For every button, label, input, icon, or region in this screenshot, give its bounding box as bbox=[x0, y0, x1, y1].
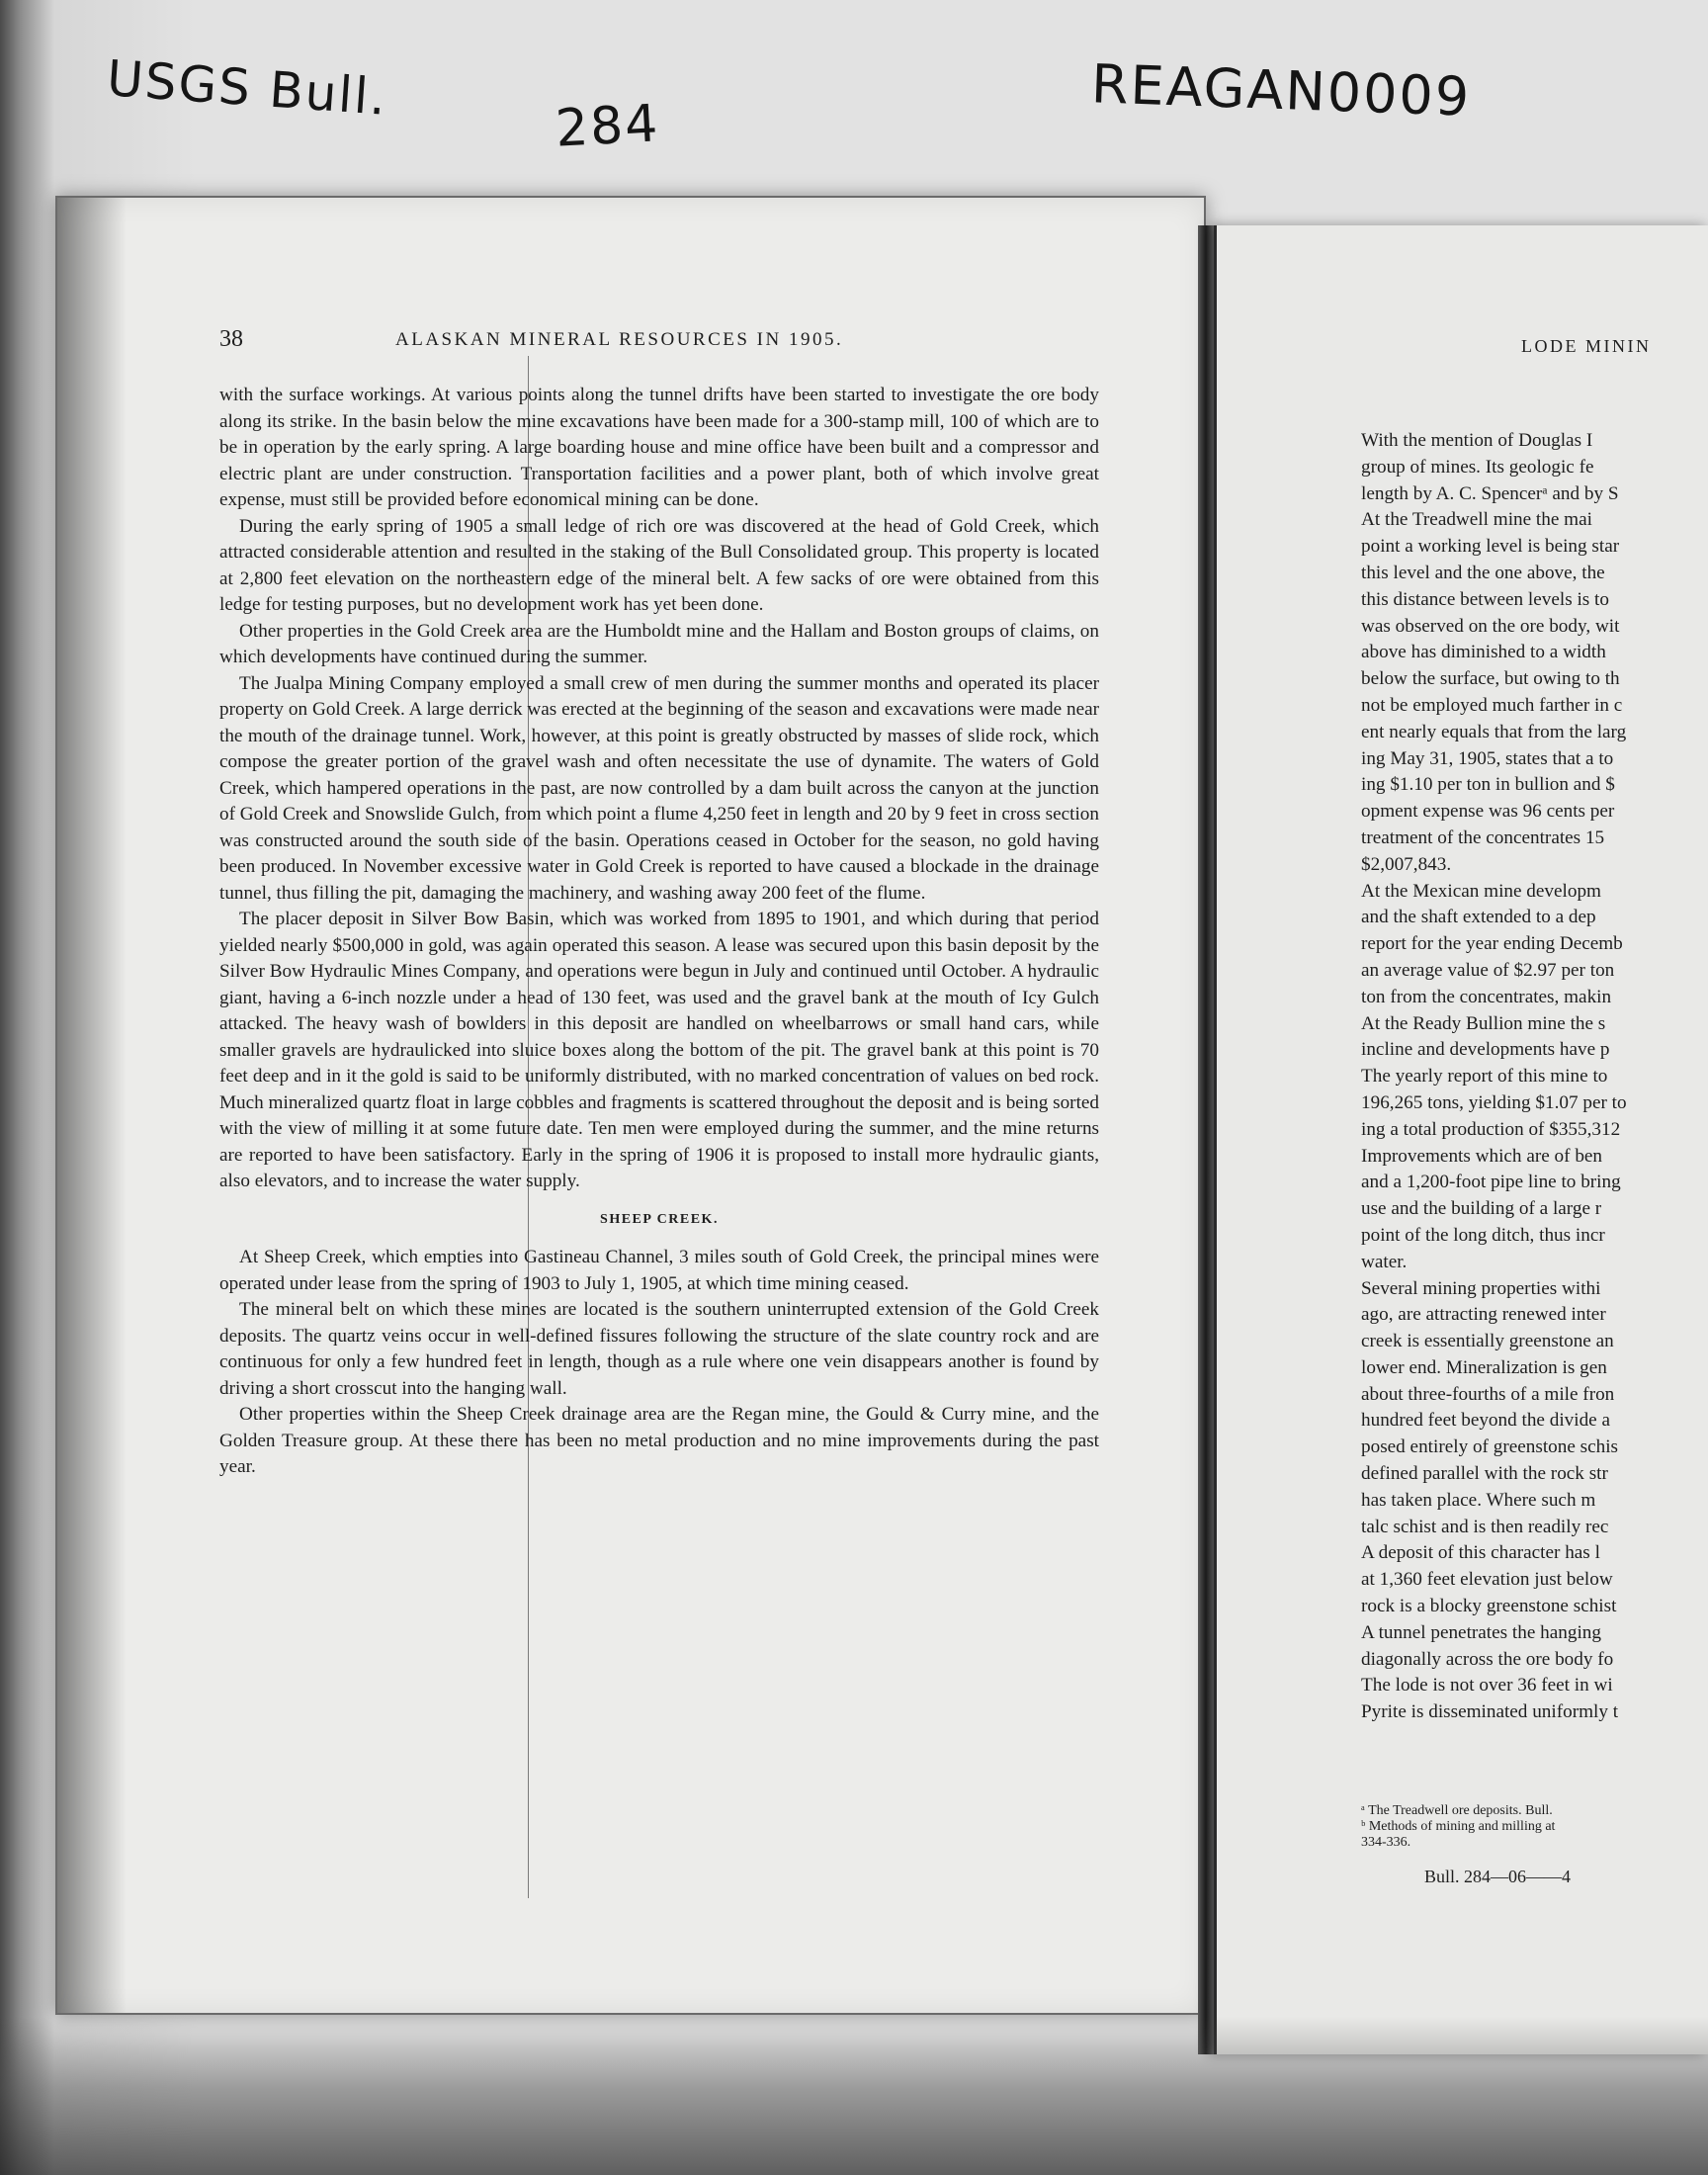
footnote: ᵇ Methods of mining and milling at bbox=[1361, 1819, 1556, 1834]
right-page-line: incline and developments have p bbox=[1361, 1039, 1610, 1061]
right-page-line: Improvements which are of ben bbox=[1361, 1145, 1603, 1167]
right-page-line: ing May 31, 1905, states that a to bbox=[1361, 747, 1614, 769]
footnote: 334-336. bbox=[1361, 1835, 1411, 1850]
paragraph: The placer deposit in Silver Bow Basin, which was worked from 1895 to 1901, and which during that period yielded nearly $500,000 in gold, was again operated this season. A lease was secured upon this basin deposit by the Silver Bow Hydraulic Mines Company, and operations were begun in July and continued until October. A hydraulic giant, having a 6-inch nozzle under a head of 130 feet, was used and the gravel bank at the mouth of Icy Gulch attacked. The heavy wash of bowlders in this deposit are handled on wheelbarrows or small hand cars, while smaller gravels are hydraulicked into sluice boxes along the bottom of the pit. The gravel bank at this point is 70 feet deep and in it the gold is said to be uniformly distributed, with no marked concentration of values on bed rock. Much mineralized quartz float in large cobbles and fragments is scattered throughout the deposit and is being sorted with the view of milling it at some future date. Ten men were employed during the summer, and the mine returns are reported to have been satisfactory. Early in the spring of 1906 it is proposed to install more hydraulic giants, also elevators, and to increase the water supply. bbox=[219, 909, 1100, 1191]
right-page bbox=[1214, 225, 1708, 2054]
right-page-line: With the mention of Douglas I bbox=[1361, 430, 1593, 451]
right-page-line: ent nearly equals that from the larg bbox=[1361, 721, 1627, 742]
right-page-line: The yearly report of this mine to bbox=[1361, 1066, 1608, 1088]
right-page-line: lower end. Mineralization is gen bbox=[1361, 1356, 1607, 1378]
right-page-line: ago, are attracting renewed inter bbox=[1361, 1304, 1606, 1326]
right-page-line: $2,007,843. bbox=[1361, 853, 1452, 875]
right-page-line: rock is a blocky greenstone schist bbox=[1361, 1596, 1617, 1617]
running-head: ALASKAN MINERAL RESOURCES IN 1905. bbox=[395, 329, 844, 350]
right-page-line: opment expense was 96 cents per bbox=[1361, 801, 1615, 823]
right-page-line: ton from the concentrates, makin bbox=[1361, 986, 1612, 1007]
right-page-line: The lode is not over 36 feet in wi bbox=[1361, 1675, 1613, 1696]
right-page-line: posed entirely of greenstone schis bbox=[1361, 1436, 1619, 1458]
handwritten-series-note: USGS Bull. bbox=[105, 49, 390, 127]
right-page-line: above has diminished to a width bbox=[1361, 642, 1606, 663]
right-page-line: an average value of $2.97 per ton bbox=[1361, 959, 1615, 981]
right-page-line: ing $1.10 per ton in bullion and $ bbox=[1361, 774, 1615, 796]
right-page-line: group of mines. Its geologic fe bbox=[1361, 456, 1594, 478]
right-page-line: this level and the one above, the bbox=[1361, 562, 1605, 583]
right-page-footnotes bbox=[1361, 1803, 1708, 1851]
paragraph: During the early spring of 1905 a small ledge of rich ore was discovered at the head of Gold Creek, which attracted considerable attention and resulted in the staking of the Bull Consolidated group. This property is located at 2,800 feet elevation on the northeastern edge of the mineral belt. A few sacks of ore were obtained from this ledge for testing purposes, but no development work has yet been done. bbox=[219, 515, 1099, 615]
right-page-line: hundred feet beyond the divide a bbox=[1361, 1410, 1611, 1432]
paragraph: with the surface workings. At various points along the tunnel drifts have been started to investigate the ore body along its strike. In the basin below the mine excavations have been made for a 300-stamp mill, 100 of which are to be in operation by the early spring. A large boarding house and mine office have been built and a compressor and electric plant are under construction. Transportation facilities and a power plant, both of which involve great expense, must still be provided before economical mining can be done. bbox=[219, 385, 1099, 510]
right-page-line: report for the year ending Decemb bbox=[1361, 933, 1623, 955]
right-page-line: treatment of the concentrates 15 bbox=[1361, 826, 1605, 848]
footnote: ᵃ The Treadwell ore deposits. Bull. bbox=[1361, 1803, 1553, 1818]
right-page-line: at 1,360 feet elevation just below bbox=[1361, 1569, 1613, 1591]
paragraph: Other properties within the Sheep Creek drainage area are the Regan mine, the Gould & Curry mine, and the Golden Treasure group. At these there has been no metal production and no mine improvements during the past year. bbox=[219, 1404, 1099, 1477]
paragraph: The Jualpa Mining Company employed a small crew of men during the summer months and operated its placer property on Gold Creek. A large derrick was erected at the beginning of the season and excavations were made near the mouth of the drainage tunnel. Work, however, at this point is greatly obstructed by masses of slide rock, which compose the greater portion of the gravel wash and often necessitate the use of dynamite. The waters of Gold Creek, which hampered operations in the past, are now controlled by a dam built across the canyon at the junction of Gold Creek and Snowslide Gulch, from which point a flume 4,250 feet in length and 20 by 9 feet in cross section was constructed around the south side of the basin. Operations ceased in October for the season, no gold having been produced. In November excessive water in Gold Creek is reported to have caused a blockade in the drainage tunnel, thus filling the pit, damaging the machinery, and washing away 200 feet of the flume. bbox=[219, 672, 1099, 904]
section-heading: SHEEP CREEK. bbox=[600, 1211, 719, 1227]
right-page-line: not be employed much farther in c bbox=[1361, 694, 1623, 716]
right-page-line: diagonally across the ore body fo bbox=[1361, 1648, 1614, 1670]
handwritten-bulletin-number: 284 bbox=[554, 94, 661, 159]
right-page-line: At the Mexican mine developm bbox=[1361, 880, 1601, 902]
paragraph: At Sheep Creek, which empties into Gastineau Channel, 3 miles south of Gold Creek, the principal mines were operated under lease from the spring of 1903 to July 1, 1905, at which time mining ceased. bbox=[219, 1247, 1099, 1294]
right-page-line: creek is essentially greenstone an bbox=[1361, 1331, 1614, 1352]
right-page-line: A tunnel penetrates the hanging bbox=[1361, 1621, 1601, 1643]
right-page-line: water. bbox=[1361, 1251, 1408, 1272]
right-page-line: point of the long ditch, thus incr bbox=[1361, 1224, 1605, 1246]
paragraph: The mineral belt on which these mines are located is the southern uninterrupted extension of the Gold Creek deposits. The quartz veins occur in well-defined fissures following the structure of the slate country rock and are continuous for only a few hundred feet in length, though as a rule where one vein disappears another is found by driving a short crosscut into the hanging wall. bbox=[219, 1299, 1099, 1399]
right-page-line: and the shaft extended to a dep bbox=[1361, 907, 1596, 928]
right-page-body bbox=[1361, 428, 1708, 1726]
right-page-line: was observed on the ore body, wit bbox=[1361, 615, 1620, 637]
page-number: 38 bbox=[219, 326, 243, 352]
right-page-line: 196,265 tons, yielding $1.07 per to bbox=[1361, 1091, 1627, 1113]
right-page-line: and a 1,200-foot pipe line to bring bbox=[1361, 1172, 1621, 1193]
right-page-line: point a working level is being star bbox=[1361, 536, 1620, 558]
paragraph: Other properties in the Gold Creek area are the Humboldt mine and the Hallam and Boston groups of claims, on which developments have continued during the summer. bbox=[219, 620, 1099, 667]
right-page-line: At the Treadwell mine the mai bbox=[1361, 509, 1592, 531]
right-page-line: about three-fourths of a mile fron bbox=[1361, 1383, 1615, 1405]
right-page-line: Several mining properties withi bbox=[1361, 1277, 1601, 1299]
right-page-line: Pyrite is disseminated uniformly t bbox=[1361, 1701, 1619, 1723]
right-running-head: LODE MININ bbox=[1521, 336, 1652, 356]
signature-mark: Bull. 284—06——4 bbox=[1424, 1867, 1572, 1886]
right-page-line: At the Ready Bullion mine the s bbox=[1361, 1012, 1606, 1034]
right-page-line: this distance between levels is to bbox=[1361, 588, 1609, 610]
right-page-line: below the surface, but owing to th bbox=[1361, 668, 1620, 690]
right-page-line: has taken place. Where such m bbox=[1361, 1489, 1596, 1511]
right-page-line: talc schist and is then readily rec bbox=[1361, 1516, 1609, 1537]
handwritten-document-id: REAGAN0009 bbox=[1090, 52, 1473, 129]
scan-shadow bbox=[0, 2017, 1708, 2175]
right-page-line: use and the building of a large r bbox=[1361, 1198, 1602, 1220]
left-page-body bbox=[219, 383, 1099, 1481]
right-page-line: A deposit of this character has l bbox=[1361, 1542, 1600, 1564]
book-gutter bbox=[1198, 225, 1214, 2054]
right-page-line: defined parallel with the rock str bbox=[1361, 1463, 1608, 1485]
right-page-line: length by A. C. Spencerᵃ and by S bbox=[1361, 482, 1619, 504]
right-page-line: ing a total production of $355,312 bbox=[1361, 1118, 1621, 1140]
